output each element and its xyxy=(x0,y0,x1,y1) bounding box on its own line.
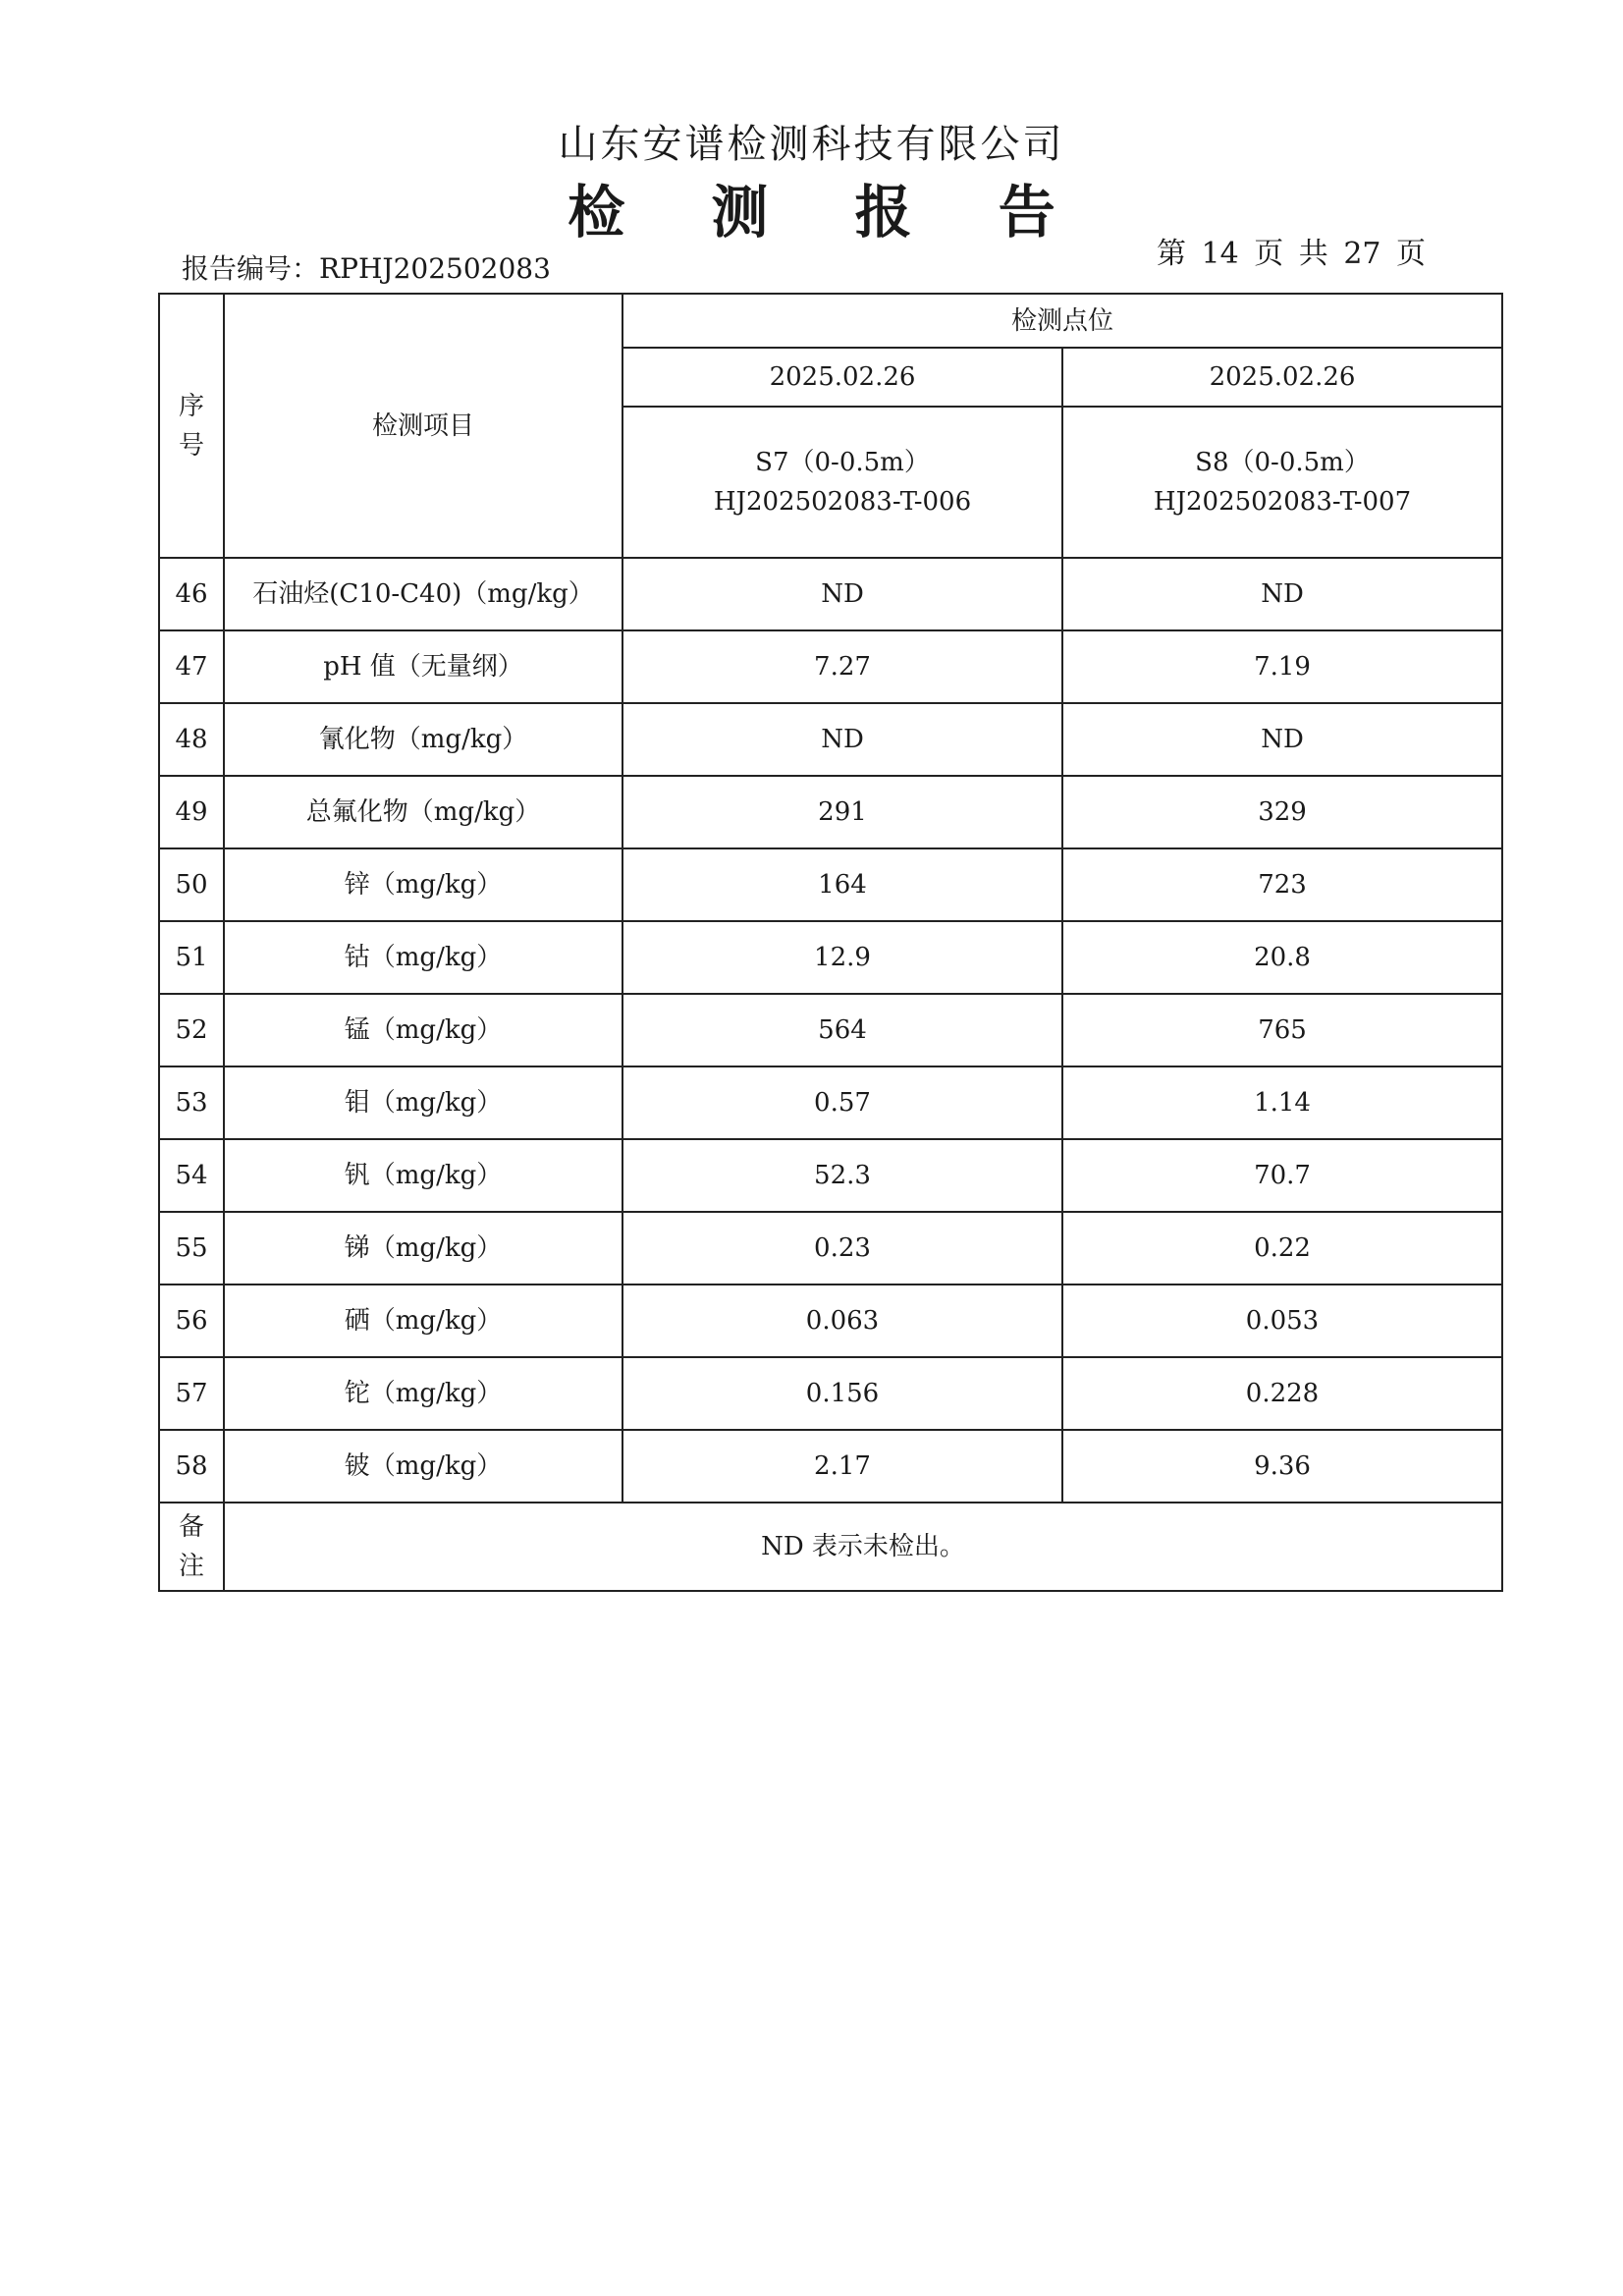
note-text: ND 表示未检出。 xyxy=(224,1503,1502,1591)
row-item: 钼（mg/kg） xyxy=(224,1066,622,1139)
row-seq: 56 xyxy=(159,1285,224,1357)
row-seq: 52 xyxy=(159,994,224,1066)
report-number-label: 报告编号： xyxy=(182,252,320,285)
table-row xyxy=(159,994,1502,1066)
row-value-s7: ND xyxy=(622,558,1062,630)
row-item: 铊（mg/kg） xyxy=(224,1357,622,1430)
row-seq: 48 xyxy=(159,703,224,776)
row-value-s7: 0.23 xyxy=(622,1212,1062,1285)
row-value-s8: 9.36 xyxy=(1062,1430,1502,1503)
row-seq: 47 xyxy=(159,630,224,703)
row-seq: 55 xyxy=(159,1212,224,1285)
seq-header-line2: 号 xyxy=(178,430,204,461)
table-row xyxy=(159,921,1502,994)
row-value-s8: 0.228 xyxy=(1062,1357,1502,1430)
row-value-s7: ND xyxy=(622,703,1062,776)
row-seq: 49 xyxy=(159,776,224,848)
column-sample xyxy=(1062,407,1502,558)
seq-header xyxy=(159,294,224,558)
row-value-s8: 70.7 xyxy=(1062,1139,1502,1212)
row-seq: 50 xyxy=(159,848,224,921)
row-value-s7: 2.17 xyxy=(622,1430,1062,1503)
row-item: 锑（mg/kg） xyxy=(224,1212,622,1285)
table-row xyxy=(159,630,1502,703)
table-row xyxy=(159,558,1502,630)
sample-label: S8（0-0.5m） xyxy=(1195,448,1370,477)
page-info: 第 14 页 共 27 页 xyxy=(1157,237,1427,271)
row-value-s8: 765 xyxy=(1062,994,1502,1066)
table-row xyxy=(159,1212,1502,1285)
row-seq: 58 xyxy=(159,1430,224,1503)
results-table xyxy=(158,293,1503,1592)
row-value-s7: 0.156 xyxy=(622,1357,1062,1430)
row-item: 锌（mg/kg） xyxy=(224,848,622,921)
sample-id: HJ202502083-T-006 xyxy=(713,487,972,517)
row-seq: 57 xyxy=(159,1357,224,1430)
row-item: pH 值（无量纲） xyxy=(224,630,622,703)
column-date: 2025.02.26 xyxy=(1062,348,1502,407)
item-header: 检测项目 xyxy=(224,294,622,558)
row-item: 总氟化物（mg/kg） xyxy=(224,776,622,848)
row-item: 钴（mg/kg） xyxy=(224,921,622,994)
row-value-s7: 564 xyxy=(622,994,1062,1066)
row-item: 氰化物（mg/kg） xyxy=(224,703,622,776)
report-number xyxy=(182,251,551,287)
seq-header-line1: 序 xyxy=(178,391,204,421)
report-number-value: RPHJ202502083 xyxy=(319,252,551,285)
company-name: 山东安谱检测科技有限公司 xyxy=(558,122,1065,167)
row-value-s8: 0.053 xyxy=(1062,1285,1502,1357)
row-value-s8: 329 xyxy=(1062,776,1502,848)
row-item: 石油烃(C10-C40)（mg/kg） xyxy=(224,558,622,630)
row-value-s8: ND xyxy=(1062,558,1502,630)
row-value-s7: 0.57 xyxy=(622,1066,1062,1139)
row-value-s7: 0.063 xyxy=(622,1285,1062,1357)
row-item: 锰（mg/kg） xyxy=(224,994,622,1066)
row-value-s8: ND xyxy=(1062,703,1502,776)
row-value-s7: 7.27 xyxy=(622,630,1062,703)
row-value-s8: 0.22 xyxy=(1062,1212,1502,1285)
table-row xyxy=(159,776,1502,848)
column-sample xyxy=(622,407,1062,558)
table-row xyxy=(159,1357,1502,1430)
row-value-s7: 12.9 xyxy=(622,921,1062,994)
note-label-line2: 注 xyxy=(178,1552,204,1581)
row-seq: 46 xyxy=(159,558,224,630)
table-row xyxy=(159,1430,1502,1503)
row-value-s7: 52.3 xyxy=(622,1139,1062,1212)
column-date: 2025.02.26 xyxy=(622,348,1062,407)
row-item: 硒（mg/kg） xyxy=(224,1285,622,1357)
table-row xyxy=(159,848,1502,921)
table-row xyxy=(159,1139,1502,1212)
row-value-s7: 164 xyxy=(622,848,1062,921)
row-seq: 54 xyxy=(159,1139,224,1212)
row-seq: 51 xyxy=(159,921,224,994)
table-row xyxy=(159,1066,1502,1139)
row-seq: 53 xyxy=(159,1066,224,1139)
table-row xyxy=(159,703,1502,776)
row-item: 铍（mg/kg） xyxy=(224,1430,622,1503)
note-label xyxy=(159,1503,224,1591)
header-row-1 xyxy=(159,294,1502,348)
document-title: 检 测 报 告 xyxy=(568,179,1089,246)
note-label-line1: 备 xyxy=(178,1512,204,1542)
row-value-s7: 291 xyxy=(622,776,1062,848)
sample-id: HJ202502083-T-007 xyxy=(1153,487,1412,517)
row-value-s8: 7.19 xyxy=(1062,630,1502,703)
row-value-s8: 723 xyxy=(1062,848,1502,921)
sample-label: S7（0-0.5m） xyxy=(755,448,930,477)
row-value-s8: 20.8 xyxy=(1062,921,1502,994)
table-row xyxy=(159,1285,1502,1357)
row-value-s8: 1.14 xyxy=(1062,1066,1502,1139)
location-header: 检测点位 xyxy=(622,294,1502,348)
note-row xyxy=(159,1503,1502,1591)
row-item: 钒（mg/kg） xyxy=(224,1139,622,1212)
